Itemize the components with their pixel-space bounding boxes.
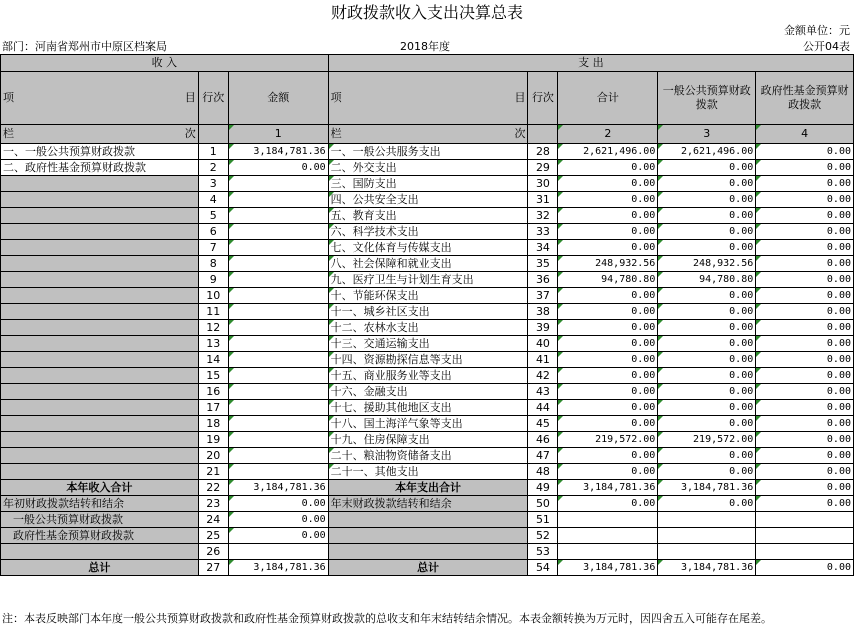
income-item-label (1, 240, 199, 256)
expense-total: 0.00 (558, 352, 658, 368)
carry-over-row (1, 512, 854, 528)
income-amount (228, 272, 328, 288)
expense-item-label: 十二、农林水支出 (328, 320, 528, 336)
expense-gov-fund: 0.00 (756, 272, 854, 288)
expense-row-no: 33 (528, 224, 558, 240)
carry-income-amount: 0.00 (228, 528, 328, 544)
expense-total-sum: 3,184,781.36 (558, 480, 658, 496)
expense-general-budget: 0.00 (658, 320, 756, 336)
table-row (1, 208, 854, 224)
income-item-header: 项 目 (1, 72, 199, 125)
expense-item-label: 十六、金融支出 (328, 384, 528, 400)
expense-gov-fund: 0.00 (756, 240, 854, 256)
income-lane-empty (198, 125, 228, 144)
table-row (1, 272, 854, 288)
table-row (1, 288, 854, 304)
carry-income-label: 政府性基金预算财政拨款 (1, 528, 199, 544)
income-amount (228, 400, 328, 416)
expense-gov-fund: 0.00 (756, 160, 854, 176)
expense-gov-fund: 0.00 (756, 432, 854, 448)
department-label: 部门：河南省郑州市中原区档案局 (2, 40, 167, 53)
carry-income-amount: 0.00 (228, 496, 328, 512)
expense-general-budget: 0.00 (658, 176, 756, 192)
income-item-label (1, 224, 199, 240)
expense-item-label: 九、医疗卫生与计划生育支出 (328, 272, 528, 288)
carry-expense-label: 年末财政拨款结转和结余 (328, 496, 528, 512)
carry-expense-total (558, 512, 658, 528)
expense-item-label: 二、外交支出 (328, 160, 528, 176)
carry-expense-total: 0.00 (558, 496, 658, 512)
carry-income-label (1, 544, 199, 560)
income-item-label (1, 320, 199, 336)
expense-total-header: 合计 (558, 72, 658, 125)
table-row (1, 304, 854, 320)
expense-item-label: 四、公共安全支出 (328, 192, 528, 208)
income-row-no: 11 (198, 304, 228, 320)
income-amount (228, 256, 328, 272)
expense-item-label: 五、教育支出 (328, 208, 528, 224)
income-item-label (1, 288, 199, 304)
income-item-label: 二、政府性基金预算财政拨款 (1, 160, 199, 176)
expense-item-label: 十、节能环保支出 (328, 288, 528, 304)
carry-expense-general: 0.00 (658, 496, 756, 512)
grand-total-expense-sum: 3,184,781.36 (558, 560, 658, 576)
expense-item-label: 十一、城乡社区支出 (328, 304, 528, 320)
carry-expense-general (658, 512, 756, 528)
expense-item-label: 十五、商业服务业等支出 (328, 368, 528, 384)
expense-gov-fund: 0.00 (756, 192, 854, 208)
income-amount (228, 464, 328, 480)
grand-total-income-row-no: 27 (198, 560, 228, 576)
expense-total-label: 本年支出合计 (328, 480, 528, 496)
lane-total-no: 2 (558, 125, 658, 144)
expense-general-budget: 0.00 (658, 160, 756, 176)
expense-row-no: 46 (528, 432, 558, 448)
expense-general-budget: 0.00 (658, 416, 756, 432)
income-row-no: 10 (198, 288, 228, 304)
expense-total: 0.00 (558, 336, 658, 352)
expense-total: 0.00 (558, 224, 658, 240)
expense-gov-fund: 0.00 (756, 400, 854, 416)
income-amount (228, 384, 328, 400)
income-row-no: 18 (198, 416, 228, 432)
lane-amount-no: 1 (228, 125, 328, 144)
expense-total: 0.00 (558, 448, 658, 464)
income-row-no: 16 (198, 384, 228, 400)
income-item-label (1, 192, 199, 208)
year-label: 2018年度 (400, 40, 450, 53)
grand-total-income-label: 总计 (1, 560, 199, 576)
expense-row-no: 30 (528, 176, 558, 192)
grand-total-expense-label: 总计 (328, 560, 528, 576)
expense-gov-fund: 0.00 (756, 224, 854, 240)
income-amount (228, 208, 328, 224)
expense-lane-empty (528, 125, 558, 144)
carry-income-label: 一般公共预算财政拨款 (1, 512, 199, 528)
page-title: 财政拨款收入支出决算总表 (330, 3, 523, 22)
income-total-row-no: 22 (198, 480, 228, 496)
income-row-no: 19 (198, 432, 228, 448)
expense-general-budget: 0.00 (658, 224, 756, 240)
expense-total: 0.00 (558, 304, 658, 320)
expense-section-header: 支 出 (328, 55, 853, 72)
table-row (1, 240, 854, 256)
expense-item-label: 二十一、其他支出 (328, 464, 528, 480)
carry-expense-general (658, 528, 756, 544)
carry-expense-row-no: 51 (528, 512, 558, 528)
budget-table (0, 54, 854, 576)
expense-row-no: 37 (528, 288, 558, 304)
expense-item-label: 一、一般公共服务支出 (328, 144, 528, 160)
expense-total: 0.00 (558, 384, 658, 400)
table-row (1, 160, 854, 176)
carry-income-amount (228, 544, 328, 560)
lane-general-no: 3 (658, 125, 756, 144)
income-item-label: 一、一般公共预算财政拨款 (1, 144, 199, 160)
expense-item-label: 三、国防支出 (328, 176, 528, 192)
income-row-no: 4 (198, 192, 228, 208)
table-row (1, 192, 854, 208)
income-item-label (1, 336, 199, 352)
expense-general-budget: 0.00 (658, 464, 756, 480)
table-row (1, 432, 854, 448)
form-code: 公开04表 (803, 40, 850, 53)
carry-expense-label (328, 544, 528, 560)
income-row-no: 13 (198, 336, 228, 352)
expense-row-no: 42 (528, 368, 558, 384)
expense-item-header: 项 目 (328, 72, 528, 125)
income-total-amount: 3,184,781.36 (228, 480, 328, 496)
income-row-no: 9 (198, 272, 228, 288)
income-amount (228, 176, 328, 192)
expense-gov-fund: 0.00 (756, 256, 854, 272)
income-amount (228, 304, 328, 320)
expense-general-budget: 94,780.80 (658, 272, 756, 288)
income-item-label (1, 272, 199, 288)
expense-row-no: 29 (528, 160, 558, 176)
expense-general-budget: 0.00 (658, 192, 756, 208)
expense-total: 0.00 (558, 240, 658, 256)
carry-expense-label (328, 528, 528, 544)
expense-gov-fund: 0.00 (756, 320, 854, 336)
income-item-label (1, 304, 199, 320)
expense-item-label: 十四、资源勘探信息等支出 (328, 352, 528, 368)
expense-total: 0.00 (558, 208, 658, 224)
expense-general-budget: 2,621,496.00 (658, 144, 756, 160)
income-amount (228, 224, 328, 240)
expense-gov-fund: 0.00 (756, 288, 854, 304)
general-budget-header: 一般公共预算财政拨款 (658, 72, 756, 125)
income-amount (228, 336, 328, 352)
carry-over-row (1, 528, 854, 544)
expense-gov-fund: 0.00 (756, 208, 854, 224)
expense-total: 219,572.00 (558, 432, 658, 448)
expense-total: 0.00 (558, 368, 658, 384)
carry-income-row-no: 26 (198, 544, 228, 560)
carry-income-row-no: 23 (198, 496, 228, 512)
unit-label: 金额单位：元 (784, 24, 850, 37)
grand-total-row (1, 560, 854, 576)
income-amount (228, 448, 328, 464)
table-row (1, 448, 854, 464)
table-row (1, 144, 854, 160)
expense-total: 0.00 (558, 400, 658, 416)
income-row-no: 17 (198, 400, 228, 416)
expense-gov-fund: 0.00 (756, 176, 854, 192)
income-item-label (1, 208, 199, 224)
income-item-label (1, 176, 199, 192)
income-amount (228, 352, 328, 368)
table-row (1, 416, 854, 432)
expense-gov-fund: 0.00 (756, 384, 854, 400)
expense-general-budget: 0.00 (658, 352, 756, 368)
income-item-label (1, 368, 199, 384)
grand-total-expense-gov: 0.00 (756, 560, 854, 576)
expense-row-no-header: 行次 (528, 72, 558, 125)
income-amount (228, 320, 328, 336)
carry-income-amount: 0.00 (228, 512, 328, 528)
table-row (1, 400, 854, 416)
expense-row-no: 38 (528, 304, 558, 320)
expense-row-no: 40 (528, 336, 558, 352)
expense-total: 0.00 (558, 160, 658, 176)
lane-gov-no: 4 (756, 125, 854, 144)
carry-income-label: 年初财政拨款结转和结余 (1, 496, 199, 512)
carry-expense-gov (756, 528, 854, 544)
expense-item-label: 十八、国土海洋气象等支出 (328, 416, 528, 432)
expense-general-budget: 0.00 (658, 304, 756, 320)
income-item-label (1, 432, 199, 448)
table-row (1, 224, 854, 240)
expense-item-label: 八、社会保障和就业支出 (328, 256, 528, 272)
expense-total: 0.00 (558, 288, 658, 304)
grand-total-expense-general: 3,184,781.36 (658, 560, 756, 576)
expense-item-label: 十三、交通运输支出 (328, 336, 528, 352)
income-row-no: 14 (198, 352, 228, 368)
expense-general-budget: 0.00 (658, 400, 756, 416)
expense-row-no: 47 (528, 448, 558, 464)
income-amount (228, 432, 328, 448)
income-amount (228, 240, 328, 256)
income-row-no: 6 (198, 224, 228, 240)
grand-total-income-amount: 3,184,781.36 (228, 560, 328, 576)
expense-row-no: 28 (528, 144, 558, 160)
income-total-label: 本年收入合计 (1, 480, 199, 496)
income-item-label (1, 352, 199, 368)
expense-total-general: 3,184,781.36 (658, 480, 756, 496)
carry-expense-row-no: 50 (528, 496, 558, 512)
carry-expense-total (558, 528, 658, 544)
income-section-header: 收 入 (1, 55, 329, 72)
carry-expense-total (558, 544, 658, 560)
income-row-no: 3 (198, 176, 228, 192)
expense-general-budget: 0.00 (658, 448, 756, 464)
expense-row-no: 48 (528, 464, 558, 480)
carry-over-row (1, 544, 854, 560)
expense-total-row-no: 49 (528, 480, 558, 496)
expense-general-budget: 0.00 (658, 240, 756, 256)
expense-gov-fund: 0.00 (756, 144, 854, 160)
expense-row-no: 34 (528, 240, 558, 256)
expense-gov-fund: 0.00 (756, 352, 854, 368)
income-row-no: 2 (198, 160, 228, 176)
carry-income-row-no: 25 (198, 528, 228, 544)
income-row-no: 20 (198, 448, 228, 464)
expense-item-label: 十七、援助其他地区支出 (328, 400, 528, 416)
carry-expense-row-no: 52 (528, 528, 558, 544)
carry-over-row (1, 496, 854, 512)
income-item-label (1, 256, 199, 272)
expense-general-budget: 0.00 (658, 384, 756, 400)
expense-total: 248,932.56 (558, 256, 658, 272)
expense-item-label: 六、科学技术支出 (328, 224, 528, 240)
expense-general-budget: 0.00 (658, 288, 756, 304)
expense-row-no: 41 (528, 352, 558, 368)
table-row (1, 336, 854, 352)
income-amount (228, 368, 328, 384)
expense-gov-fund: 0.00 (756, 448, 854, 464)
income-amount (228, 416, 328, 432)
expense-general-budget: 248,932.56 (658, 256, 756, 272)
table-row (1, 352, 854, 368)
expense-gov-fund: 0.00 (756, 416, 854, 432)
expense-row-no: 45 (528, 416, 558, 432)
income-row-no: 5 (198, 208, 228, 224)
expense-total: 0.00 (558, 176, 658, 192)
expense-total: 0.00 (558, 416, 658, 432)
income-row-no: 21 (198, 464, 228, 480)
income-row-no: 1 (198, 144, 228, 160)
table-row (1, 256, 854, 272)
income-row-no-header: 行次 (198, 72, 228, 125)
expense-row-no: 31 (528, 192, 558, 208)
expense-general-budget: 0.00 (658, 368, 756, 384)
income-amount-header: 金额 (228, 72, 328, 125)
income-amount (228, 288, 328, 304)
carry-expense-gov (756, 512, 854, 528)
table-row (1, 464, 854, 480)
income-row-no: 15 (198, 368, 228, 384)
income-row-no: 8 (198, 256, 228, 272)
expense-row-no: 32 (528, 208, 558, 224)
income-amount (228, 192, 328, 208)
expense-gov-fund: 0.00 (756, 304, 854, 320)
table-row (1, 320, 854, 336)
income-row-no: 12 (198, 320, 228, 336)
income-item-label (1, 384, 199, 400)
expense-total: 2,621,496.00 (558, 144, 658, 160)
carry-income-row-no: 24 (198, 512, 228, 528)
expense-general-budget: 0.00 (658, 208, 756, 224)
expense-row-no: 35 (528, 256, 558, 272)
table-row (1, 368, 854, 384)
income-item-label (1, 448, 199, 464)
income-item-label (1, 400, 199, 416)
gov-fund-header: 政府性基金预算财政拨款 (756, 72, 854, 125)
expense-item-label: 十九、住房保障支出 (328, 432, 528, 448)
carry-expense-row-no: 53 (528, 544, 558, 560)
income-lane-label: 栏 次 (1, 125, 199, 144)
income-item-label (1, 416, 199, 432)
carry-expense-gov (756, 544, 854, 560)
income-amount: 3,184,781.36 (228, 144, 328, 160)
income-amount: 0.00 (228, 160, 328, 176)
table-row (1, 384, 854, 400)
yearly-total-row (1, 480, 854, 496)
expense-general-budget: 0.00 (658, 336, 756, 352)
expense-gov-fund: 0.00 (756, 464, 854, 480)
expense-item-label: 二十、粮油物资储备支出 (328, 448, 528, 464)
income-item-label (1, 464, 199, 480)
table-row (1, 176, 854, 192)
expense-total: 0.00 (558, 192, 658, 208)
expense-row-no: 44 (528, 400, 558, 416)
carry-expense-gov: 0.00 (756, 496, 854, 512)
footnote: 注：本表反映部门本年度一般公共预算财政拨款和政府性基金预算财政拨款的总收支和年末结转结余情况。本表金额转换为万元时，因四舍五入可能存在尾差。 (2, 612, 772, 625)
expense-lane-label: 栏 次 (328, 125, 528, 144)
income-row-no: 7 (198, 240, 228, 256)
expense-row-no: 43 (528, 384, 558, 400)
expense-gov-fund: 0.00 (756, 336, 854, 352)
expense-general-budget: 219,572.00 (658, 432, 756, 448)
carry-expense-label (328, 512, 528, 528)
expense-total: 0.00 (558, 464, 658, 480)
expense-row-no: 36 (528, 272, 558, 288)
expense-item-label: 七、文化体育与传媒支出 (328, 240, 528, 256)
expense-total: 94,780.80 (558, 272, 658, 288)
expense-total-gov: 0.00 (756, 480, 854, 496)
carry-expense-general (658, 544, 756, 560)
expense-total: 0.00 (558, 320, 658, 336)
grand-total-expense-row-no: 54 (528, 560, 558, 576)
expense-gov-fund: 0.00 (756, 368, 854, 384)
expense-row-no: 39 (528, 320, 558, 336)
